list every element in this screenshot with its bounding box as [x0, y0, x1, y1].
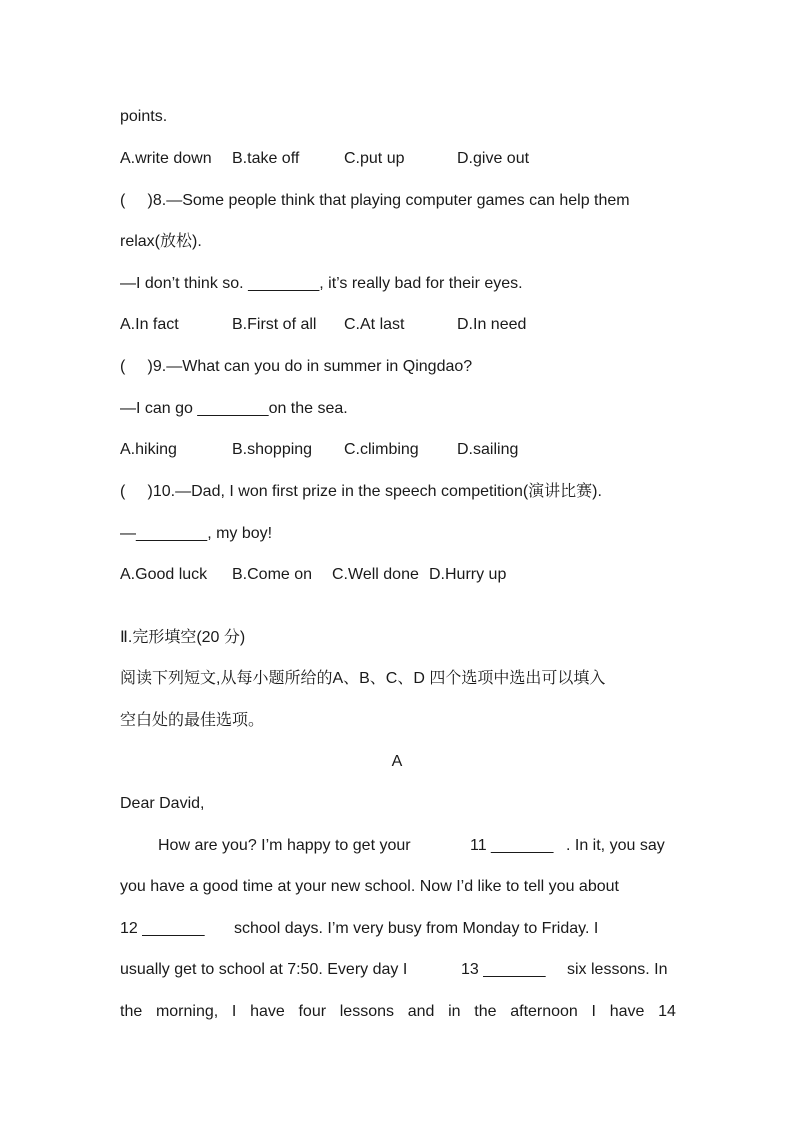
q10-option-c: C.Well done [332, 566, 419, 583]
q9-option-b: B.shopping [232, 441, 313, 458]
q9-answer: —I can go ________on the sea. [120, 400, 348, 417]
q7-option-d: D.give out [457, 150, 530, 167]
passage-text: school days. I’m very busy from Monday to Friday. I [234, 920, 599, 937]
q7-option-b: B.take off [232, 150, 300, 167]
q8-question-cont: relax(放松). [120, 233, 202, 250]
q7-continuation: points. [120, 108, 168, 125]
q10-option-a: A.Good luck [120, 566, 208, 583]
q8-question: ( )8.—Some people think that playing computer games can help them [120, 192, 630, 209]
q9-option-a: A.hiking [120, 441, 177, 458]
q7-option-c: C.put up [344, 150, 405, 167]
q10-option-b: B.Come on [232, 566, 313, 583]
word: in [448, 1003, 461, 1020]
word: four [298, 1003, 327, 1020]
word: the [120, 1003, 143, 1020]
section-instruction-line2: 空白处的最佳选项。 [120, 712, 265, 729]
q8-answer: —I don’t think so. ________, it’s really bad for their eyes. [120, 275, 523, 292]
passage-greeting: Dear David, [120, 795, 205, 812]
q10-question: ( )10.—Dad, I won first prize in the speech competition(演讲比赛). [120, 483, 602, 500]
passage-text: How are you? I’m happy to get your [158, 837, 411, 854]
passage-text: . In it, you say [566, 837, 665, 854]
q8-option-a: A.In fact [120, 316, 179, 333]
blank-12: 12 _______ [120, 920, 205, 937]
q10-answer: —________, my boy! [120, 525, 273, 542]
passage-label: A [391, 753, 403, 770]
blank-14-number: 14 [658, 1003, 676, 1020]
section-title: Ⅱ.完形填空(20 分) [120, 629, 246, 646]
passage-line-5 [120, 1002, 676, 1022]
q9-option-c: C.climbing [344, 441, 419, 458]
word: the [474, 1003, 497, 1020]
word: have [609, 1003, 645, 1020]
blank-13: 13 _______ [461, 961, 546, 978]
section-instruction-line1: 阅读下列短文,从每小题所给的A、B、C、D 四个选项中选出可以填入 [120, 670, 606, 687]
word: morning, [155, 1003, 219, 1020]
blank-11: 11 _______ [470, 837, 554, 854]
q9-question: ( )9.—What can you do in summer in Qingdao? [120, 358, 473, 375]
word: lessons [339, 1003, 394, 1020]
q8-option-d: D.In need [457, 316, 527, 333]
q8-option-c: C.At last [344, 316, 405, 333]
word: and [407, 1003, 435, 1020]
passage-text: usually get to school at 7:50. Every day I [120, 961, 408, 978]
q9-option-d: D.sailing [457, 441, 519, 458]
passage-line-2: you have a good time at your new school. Now I’d like to tell you about [120, 878, 619, 895]
word: have [250, 1003, 285, 1020]
q7-option-a: A.write down [120, 150, 212, 167]
word: I [231, 1003, 237, 1020]
q10-option-d: D.Hurry up [429, 566, 507, 583]
passage-text: six lessons. In [567, 961, 668, 978]
q8-option-b: B.First of all [232, 316, 317, 333]
word: I [591, 1003, 596, 1020]
word: afternoon [510, 1003, 578, 1020]
